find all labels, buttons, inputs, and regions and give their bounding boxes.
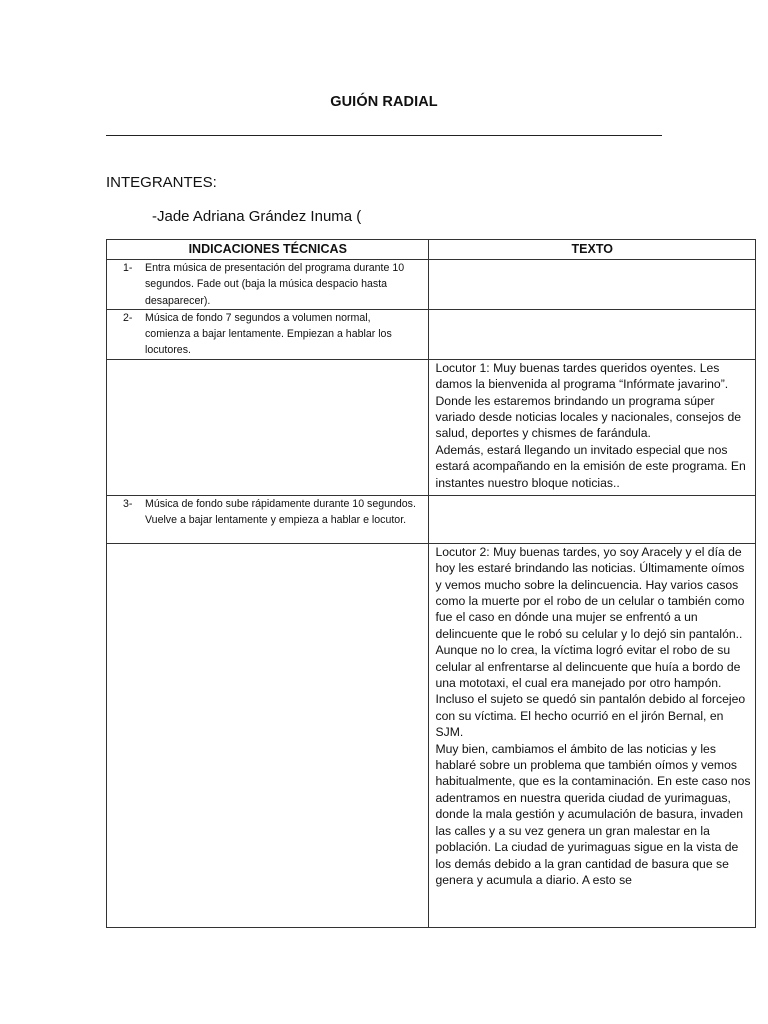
indication-text: Música de fondo 7 segundos a volumen normal, comienza a bajar lentamente. Empiezan a hablar los locutores. (145, 311, 392, 357)
member-name: -Jade Adriana Grández Inuma ( (152, 208, 362, 225)
script-paragraph: Además, estará llegando un invitado especial que nos estará acompañando en la emisión de este programa. En instantes nuestro bloque noticias.. (435, 442, 746, 490)
text-cell (429, 359, 756, 495)
table-row (107, 260, 756, 310)
text-cell (429, 309, 756, 359)
indication-cell (107, 495, 429, 543)
script-paragraph: Muy bien, cambiamos el ámbito de las noticias y les hablaré sobre un problema que también oímos y vemos habitualmente, que es la contaminación. En este caso nos adentramos en nuestra querida ciudad de yurimaguas, donde la mala gestión y acumulación de basura, invaden las calles y a su vez genera un gran malestar en la población. La ciudad de yurimaguas sigue en la vista de los demás debido a la gran cantidad de basura que se genera y acumula a diario. A esto se (435, 741, 751, 887)
indication-text: Música de fondo sube rápidamente durante 10 segundos. Vuelve a bajar lentamente y empieza a hablar e locutor. (145, 497, 416, 527)
table-row (107, 495, 756, 543)
indication-cell (107, 309, 429, 359)
script-paragraph: Locutor 1: Muy buenas tardes queridos oyentes. Les damos la bienvenida al programa “Infórmate javarino”. Donde les estaremos brindando un programa súper variado desde noticias locales y nacionales, consejos de salud, deportes y chismes de farándula. (435, 360, 742, 441)
row-number: 3- (123, 497, 133, 510)
table-row (107, 359, 756, 495)
title-underline (106, 135, 662, 136)
indication-text: Entra música de presentación del programa durante 10 segundos. Fade out (baja la música despacio hasta desaparecer). (145, 262, 405, 307)
text-cell (429, 543, 756, 927)
table-row (107, 543, 756, 927)
header-technical-indications: INDICACIONES TÉCNICAS (107, 240, 429, 260)
text-cell (429, 495, 756, 543)
indication-cell (107, 543, 429, 927)
indication-cell (107, 260, 429, 310)
row-number: 1- (123, 262, 133, 274)
table-row (107, 309, 756, 359)
row-number: 2- (123, 311, 133, 324)
script-paragraph: Aunque no lo crea, la víctima logró evitar el robo de su celular al enfrentarse al delincuente que huía a bordo de una mototaxi, el cual era manejado por otro hampón. Incluso el sujeto se quedó sin pantalón debido al forcejeo con su víctima. El hecho ocurrió en el jirón Bernal, en SJM. (435, 643, 746, 740)
text-cell (429, 260, 756, 310)
indication-cell (107, 359, 429, 495)
table-header-row (107, 240, 756, 260)
script-paragraph: Locutor 2: Muy buenas tardes, yo soy Aracely y el día de hoy les estaré brindando las noticias. Últimamente oímos y vemos mucho sobre la delincuencia. Hay varios casos como la muerte por el robo de un celular o también como fue el caso en dónde una mujer se enfrentó a un delincuente que le robó su celular y lo dejó sin pantalón.. (435, 544, 745, 641)
document-title: GUIÓN RADIAL (330, 94, 438, 110)
header-text: TEXTO (429, 240, 756, 260)
members-label: INTEGRANTES: (106, 174, 217, 191)
script-table (106, 239, 756, 928)
